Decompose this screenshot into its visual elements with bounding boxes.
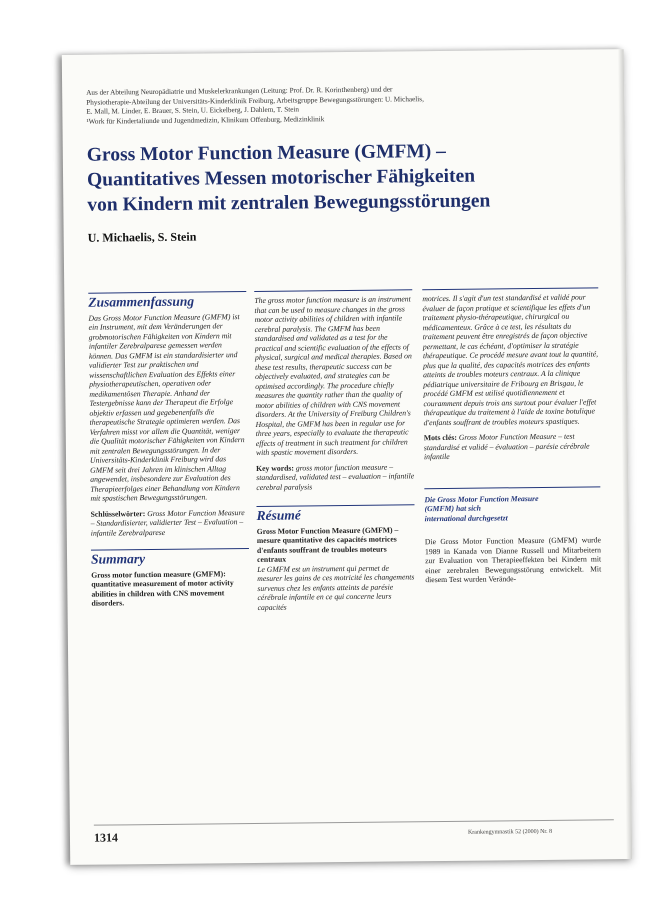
keywords-label: Key words: — [256, 463, 294, 473]
keywords-text: Gross Motor Function Measure – test standardisé et validé – évaluation – parésie cérébrale infantile — [423, 431, 590, 462]
affiliation-line: Physiotherapie-Abteilung der Universitäts-Kinderklinik Freiburg, Arbeitsgruppe Bewegungsstörungen: U. Michaelis, — [86, 94, 424, 107]
section-subhead — [424, 486, 600, 523]
title-line: von Kindern mit zentralen Bewegungsstörungen — [87, 190, 491, 216]
resume-lead: Gross Motor Function Measure (GMFM) – mesure quantitative des capacités motrices d'enfants souffrant de troubles moteurs centraux — [256, 524, 399, 564]
keywords-text: gross motor function measure – standardised, validated test – evaluation – infantile cerebral paralysis — [256, 462, 415, 492]
zusammenfassung-heading: Zusammenfassung — [88, 291, 246, 307]
keywords-text: Gross Motor Function Measure – Standardisierter, validierter Test – Evaluation – infantile Zerebralparese — [90, 507, 245, 538]
left-column — [88, 291, 249, 608]
page-edge-shadow — [618, 49, 632, 859]
title-line: Gross Motor Function Measure (GMFM) – — [86, 140, 446, 166]
page-number: 1314 — [93, 830, 119, 845]
keywords-label: Schlüsselwörter: — [90, 508, 146, 519]
affiliation-block — [86, 83, 606, 127]
article-title — [87, 137, 608, 217]
resume-body: Le GMFM est un instrument qui permet de mesurer les gains de ces motricité les changements survenus chez les enfants atteints de parésie cérébrale infantile en ce qui concerne leurs capacités — [257, 563, 415, 612]
document-page — [62, 49, 632, 865]
english-keywords — [256, 462, 414, 492]
summary-heading: Summary — [91, 548, 249, 564]
keywords-label: Mots clés: — [423, 432, 457, 443]
subhead-line: (GMFM) hat sich — [424, 503, 481, 514]
zusammenfassung-keywords — [91, 508, 249, 538]
resume-keywords — [424, 431, 600, 461]
journal-citation: Krankengymnastik 52 (2000) Nr. 8 — [467, 828, 553, 836]
affiliation-line: ¹Work für Kindertaliunde und Jugendmedizin, Klinikum Offenburg, Medizinklinik — [86, 115, 325, 126]
resume-continued: motrices. Il s'agit d'un test standardisé et validé pour évaluer de façon pratique et scientifique les effets d'un traitement physio-thérapeutique, chirurgical ou médicamenteux. Grâce à ce test, les résultats du traitement peuvent être enregistrés de façon objective permettant, le cas échéant, d'optimiser la stratégie thérapeutique. Ce procédé mesure avant tout la quantité, plus que la qualité, des capacités motrices des enfants atteints de troubles moteurs centraux. A la clinique pédiatrique universitaire de Fribourg en Brisgau, le procédé GMFM est utilisé quotidiennement et couramment depuis trois ans surtout pour évaluer l'effet thérapeutique du traitement à l'aide de toxine botulique d'enfants souffrant de troubles moteurs spastiques. — [422, 287, 599, 427]
title-line: Quantitatives Messen motorischer Fähigkeiten — [86, 165, 476, 191]
affiliation-line: E. Mall, M. Linder, E. Brauer, S. Stein, U. Eickelberg, J. Dahlem, T. Stein — [86, 105, 300, 116]
middle-column — [254, 289, 415, 612]
resume-heading: Résumé — [257, 504, 415, 520]
subhead-line: international durchgesetzt — [424, 512, 508, 523]
right-column — [422, 287, 601, 584]
body-text: Die Gross Motor Function Measure (GMFM) wurde 1989 in Kanada von Dianne Russell und Mitarbeitern zur Evaluation von Therapieeffekten bei Kindern mit einer zerebralen Bewegungsstörung entwickelt. Mit diesem Test wurden Verände- — [424, 535, 602, 585]
english-abstract-body: The gross motor function measure is an instrument that can be used to measure changes in the gross motor activity abilities of children with infantile cerebral paralysis. The GMFM has been standardised and validated as a test for the practical and scientific evaluation of the effects of physical, surgical and medical therapies. Based on these test results, therapeutic success can be objectively evaluated, and strategies can be optimised accordingly. The procedure chiefly measures the quantity rather than the quality of motor abilities of children with CNS movement disorders. At the University of Freiburg Children's Hospital, the GMFM has been in regular use for three years, especially to evaluate the therapeutic effects of treatment in such treatment for children with spastic movement disorders. — [254, 289, 414, 457]
authors: U. Michaelis, S. Stein — [87, 229, 197, 245]
affiliation-line: Aus der Abteilung Neuropädiatrie und Muskelerkrankungen (Leitung: Prof. Dr. R. Korinthenberg) und der — [86, 85, 393, 97]
zusammenfassung-body: Das Gross Motor Function Measure (GMFM) ist ein Instrument, mit dem Veränderungen der grobmotorischen Fähigkeiten von Kindern mit infantiler Zerebralparese gemessen werden können. Das GMFM ist ein standardisierter und validierter Test zur praktischen und wissenschaftlichen Evaluation des Effekts einer physiotherapeutischen, operativen oder medikamentösen Therapie. Anhand der Testergebnisse kann der Therapeut die Erfolge objektiv erfassen und gegebenenfalls die therapeutische Strategie optimieren werden. Das Verfahren misst vor allem die Quantität, weniger die Qualität motorischer Fähigkeiten von Kindern mit zentralen Bewegungsstörungen. In der Universitäts-Kinderklinik Freiburg wird das GMFM seit drei Jahren im klinischen Alltag angewendet, insbesondere zur Evaluation des Therapieerfolges einer Behandlung von Kindern mit spastischen Bewegungsstörungen. — [88, 311, 245, 503]
summary-body: Gross motor function measure (GMFM): quantitative measurement of motor activity abilities in children with CNS movement disorders. — [91, 568, 234, 608]
footer-rule — [94, 819, 614, 825]
subhead-line: Die Gross Motor Function Measure — [424, 493, 539, 504]
